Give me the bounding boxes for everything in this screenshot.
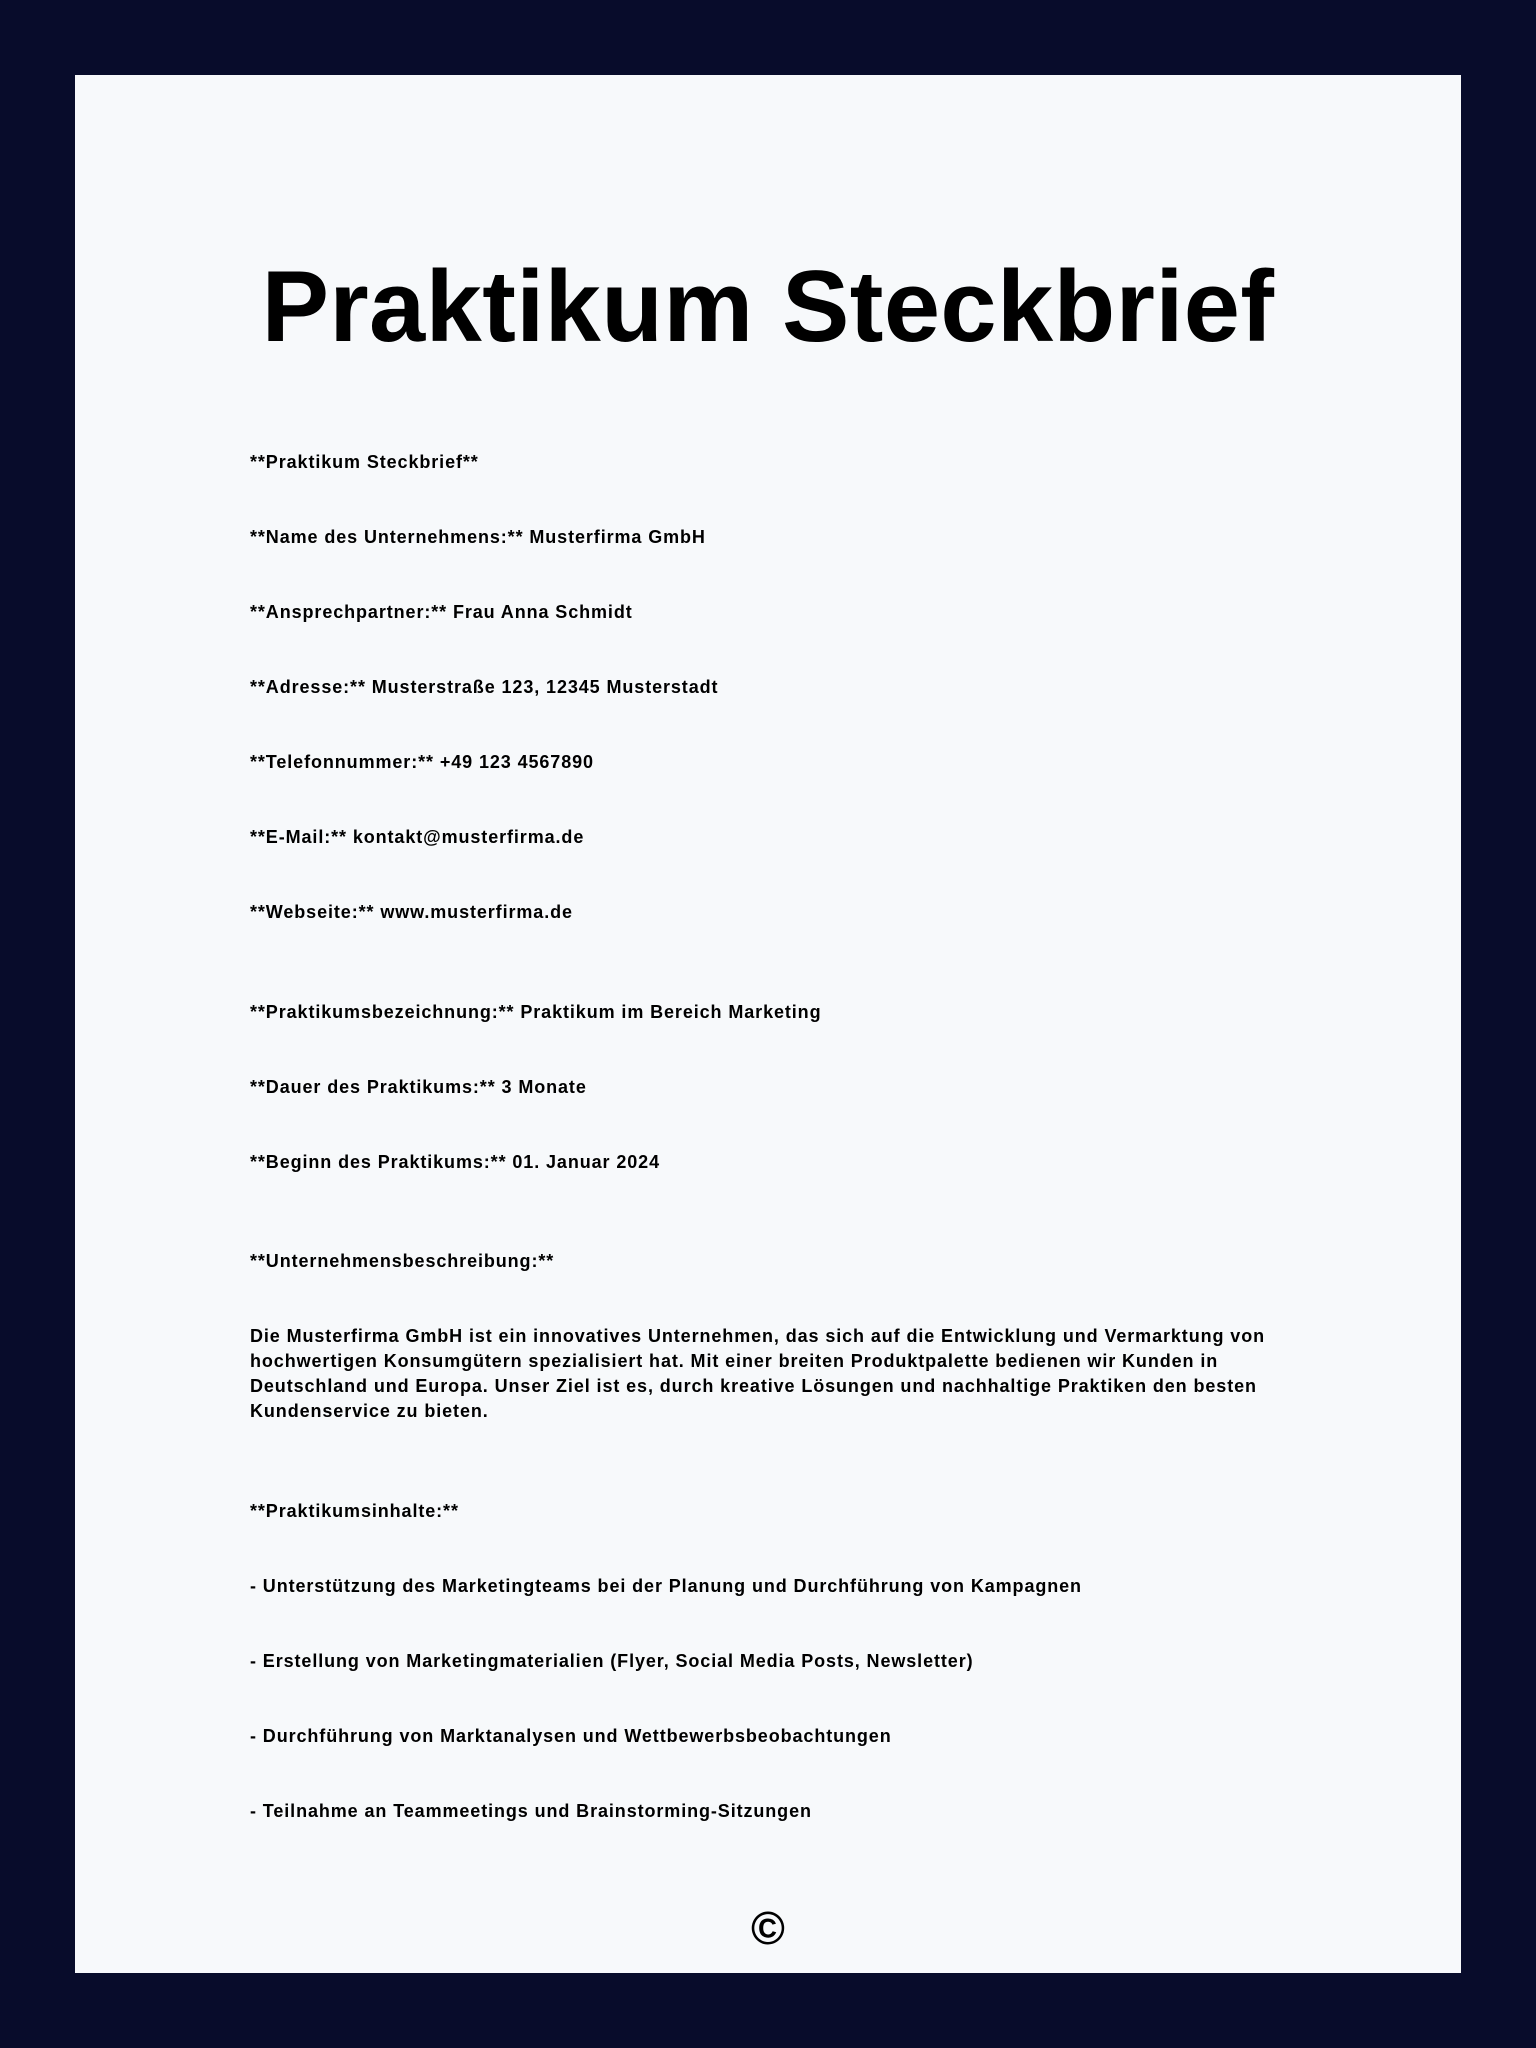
internship-title-label: **Praktikumsbezeichnung:** (250, 1002, 515, 1022)
phone-line (250, 750, 1290, 775)
email-label: **E-Mail:** (250, 827, 347, 847)
duration-line (250, 1075, 1290, 1100)
copyright-icon: © (751, 1902, 785, 1954)
internship-title-value: Praktikum im Bereich Marketing (520, 1002, 822, 1022)
markdown-heading: **Praktikum Steckbrief** (250, 452, 479, 472)
phone-value: +49 123 4567890 (439, 752, 594, 772)
page-title: Praktikum Steckbrief (261, 251, 1275, 363)
contact-person-value: Frau Anna Schmidt (452, 602, 633, 622)
address-line (250, 675, 1290, 700)
phone-label: **Telefonnummer:** (250, 752, 434, 772)
description-paragraph: Die Musterfirma GmbH ist ein innovatives Unternehmen, das sich auf die Entwicklung und Vermarktung von hochwertigen Konsumgütern spezialisiert hat. Mit einer breiten Produktpalette bedienen wir Kunden in Deutschland und Europa. Unser Ziel ist es, durch kreative Lösungen und nachhaltige Praktiken den besten Kundenservice zu bieten. (250, 1326, 1265, 1421)
website-line (250, 900, 1290, 925)
start-date-line (250, 1150, 1290, 1175)
document-page (75, 75, 1461, 1973)
email-value: kontakt@musterfirma.de (352, 827, 585, 847)
email-line (250, 825, 1290, 850)
duration-value: 3 Monate (501, 1077, 587, 1097)
start-date-label: **Beginn des Praktikums:** (250, 1152, 507, 1172)
contact-person-label: **Ansprechpartner:** (250, 602, 448, 622)
contents-heading: **Praktikumsinhalte:** (250, 1501, 459, 1521)
website-label: **Webseite:** (250, 902, 375, 922)
address-label: **Adresse:** (250, 677, 366, 697)
contents-list-item: - Durchführung von Marktanalysen und Wettbewerbsbeobachtungen (250, 1726, 892, 1746)
company-name-label: **Name des Unternehmens:** (250, 527, 524, 547)
contact-person-line (250, 600, 1290, 625)
internship-title-line (250, 1000, 1290, 1025)
duration-label: **Dauer des Praktikums:** (250, 1077, 496, 1097)
contents-list-item: - Erstellung von Marketingmaterialien (Flyer, Social Media Posts, Newsletter) (250, 1651, 974, 1671)
contents-list-item: - Teilnahme an Teammeetings und Brainstorming-Sitzungen (250, 1801, 812, 1821)
company-name-value: Musterfirma GmbH (529, 527, 706, 547)
description-heading: **Unternehmensbeschreibung:** (250, 1251, 555, 1271)
company-name-line (250, 525, 1290, 550)
start-date-value: 01. Januar 2024 (512, 1152, 660, 1172)
address-value: Musterstraße 123, 12345 Musterstadt (371, 677, 719, 697)
website-value: www.musterfirma.de (380, 902, 573, 922)
contents-list-item: - Unterstützung des Marketingteams bei der Planung und Durchführung von Kampagnen (250, 1576, 1082, 1596)
